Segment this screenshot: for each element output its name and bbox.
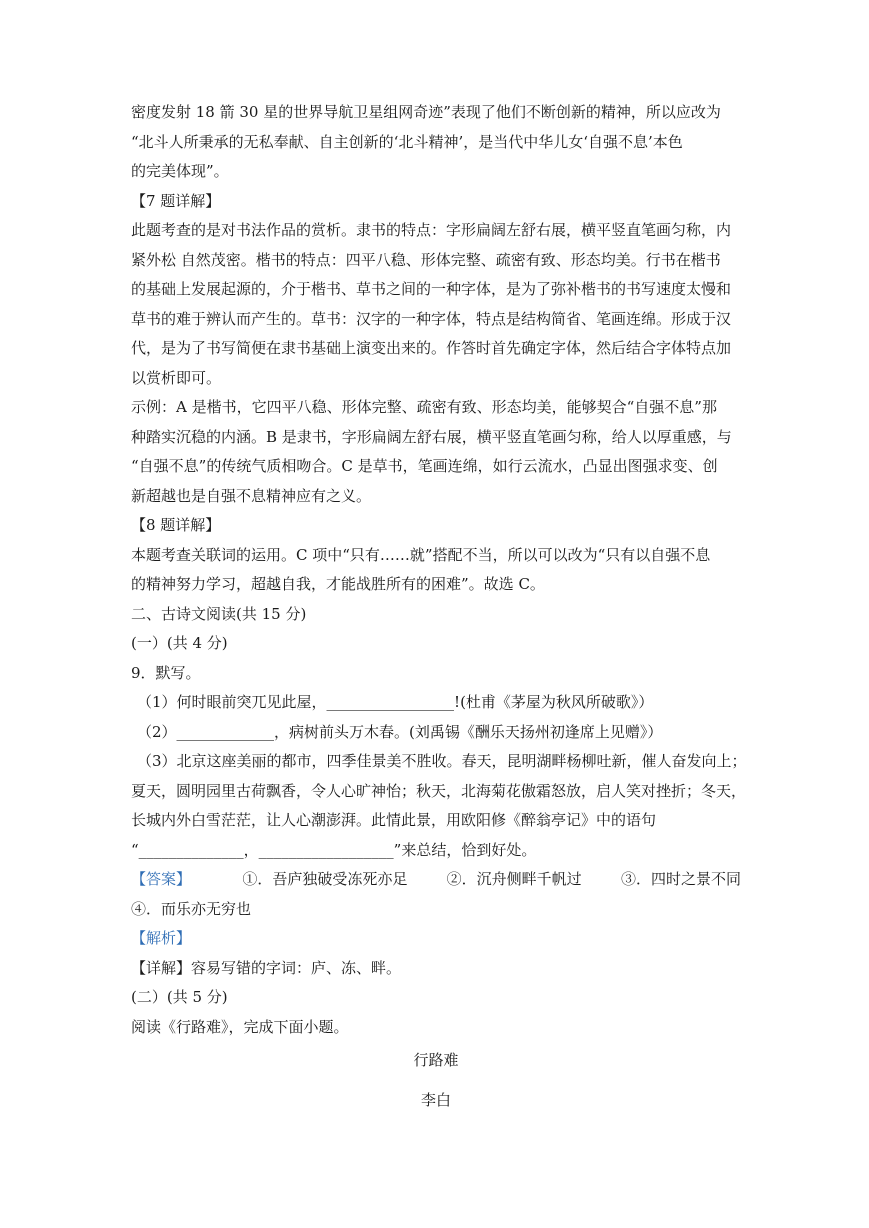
analysis-tag: 【解析】 — [131, 929, 192, 947]
answer-row — [131, 865, 741, 895]
poem-author: 李白 — [420, 1090, 451, 1109]
text-line: 代，是为了书写简便在隶书基础上演变出来的。作答时首先确定字体，然后结合字体特点加 — [131, 339, 732, 357]
text-line: 此题考查的是对书法作品的赏析。隶书的特点：字形扁阔左舒右展，横平竖直笔画匀称，内 — [131, 221, 732, 239]
subsection-heading-1: (一）(共 4 分) — [131, 634, 228, 652]
text-line: 以赏析即可。 — [131, 368, 222, 387]
section-heading-classical: 二、古诗文阅读(共 15 分) — [131, 604, 307, 623]
text-line: 种踏实沉稳的内涵。B 是隶书，字形扁阔左舒右展，横平竖直笔画匀称，给人以厚重感，与 — [131, 427, 732, 446]
text-line: 长城内外白雪茫茫，让人心潮澎湃。此情此景，用欧阳修《醉翁亭记》中的语句 — [131, 811, 657, 829]
heading-q7-detail: 【7 题详解】 — [131, 191, 221, 210]
answer-item-3: ③．四时之景不同 — [620, 870, 741, 888]
text-line: 示例：A 是楷书，它四平八稳、形体完整、疏密有致、形态均美，能够契合“自强不息”那 — [131, 398, 717, 416]
question-9-part-1: （1）何时眼前突兀见此屋，_________________!(杜甫《茅屋为秋风所破歌》） — [137, 693, 654, 711]
paragraph-example — [131, 393, 741, 511]
text-line: “自强不息”的传统气质相吻合。C 是草书，笔画连绵，如行云流水，凸显出图强求变、创 — [131, 457, 718, 475]
text-line: （3）北京这座美丽的都市，四季佳景美不胜收。春天，昆明湖畔杨柳吐新，催人奋发向上； — [137, 752, 747, 770]
document-page — [131, 98, 747, 1115]
text-line: 密度发射 18 箭 30 星的世界导航卫星组网奇迹”表现了他们不断创新的精神，所以应改为 — [131, 103, 721, 121]
text-line: 夏天，圆明园里古荷飘香，令人心旷神怡；秋天，北海菊花傲霜怒放，启人笑对挫折；冬天， — [131, 781, 747, 800]
text-line: 本题考查关联词的运用。C 项中“只有……就”搭配不当，所以可以改为“只有以自强不息 — [131, 545, 711, 564]
answer-item-4: ④．而乐亦无穷也 — [131, 899, 252, 918]
text-line: “______________，__________________”来总结，恰到好处。 — [131, 840, 537, 859]
text-line: “北斗人所秉承的无私奉献、自主创新的‘北斗精神’，是当代中华儿女‘自强不息’本色 — [131, 132, 683, 151]
text-line: 的基础上发展起源的，介于楷书、草书之间的一种字体，是为了弥补楷书的书写速度太慢和 — [131, 280, 732, 298]
question-9-part-3 — [131, 747, 747, 865]
paragraph-conjunction — [131, 541, 741, 600]
answer-item-1: ①．吾庐独破受冻死亦足 — [242, 870, 408, 888]
question-9: 9．默写。 — [131, 663, 201, 682]
paragraph-calligraphy — [131, 216, 741, 393]
subsection-heading-2: (二）(共 5 分) — [131, 988, 228, 1006]
poem-title: 行路难 — [413, 1051, 459, 1069]
answer-tag: 【答案】 — [131, 870, 192, 888]
reading-instruction: 阅读《行路难》，完成下面小题。 — [131, 1017, 349, 1036]
question-9-part-2: （2）_____________，病树前头万木春。(刘禹锡《酬乐天扬州初逢席上见赠》） — [137, 722, 663, 741]
text-line: 紧外松 自然茂密。楷书的特点：四平八稳、形体完整、疏密有致、形态均美。行书在楷书 — [131, 250, 721, 269]
paragraph-beidou — [131, 98, 741, 187]
text-line: 的精神努力学习，超越自我，才能战胜所有的困难”。故选 C。 — [131, 575, 545, 593]
detail-line: 【详解】容易写错的字词：庐、冻、畔。 — [131, 958, 402, 977]
text-line: 草书的难于辨认而产生的。草书：汉字的一种字体，特点是结构简省、笔画连绵。形成于汉 — [131, 309, 732, 328]
text-line: 新超越也是自强不息精神应有之义。 — [131, 486, 372, 505]
poem-header — [131, 1046, 741, 1115]
answer-item-2: ②．沉舟侧畔千帆过 — [446, 870, 582, 888]
text-line: 的完美体现”。 — [131, 162, 229, 180]
heading-q8-detail: 【8 题详解】 — [131, 516, 221, 534]
